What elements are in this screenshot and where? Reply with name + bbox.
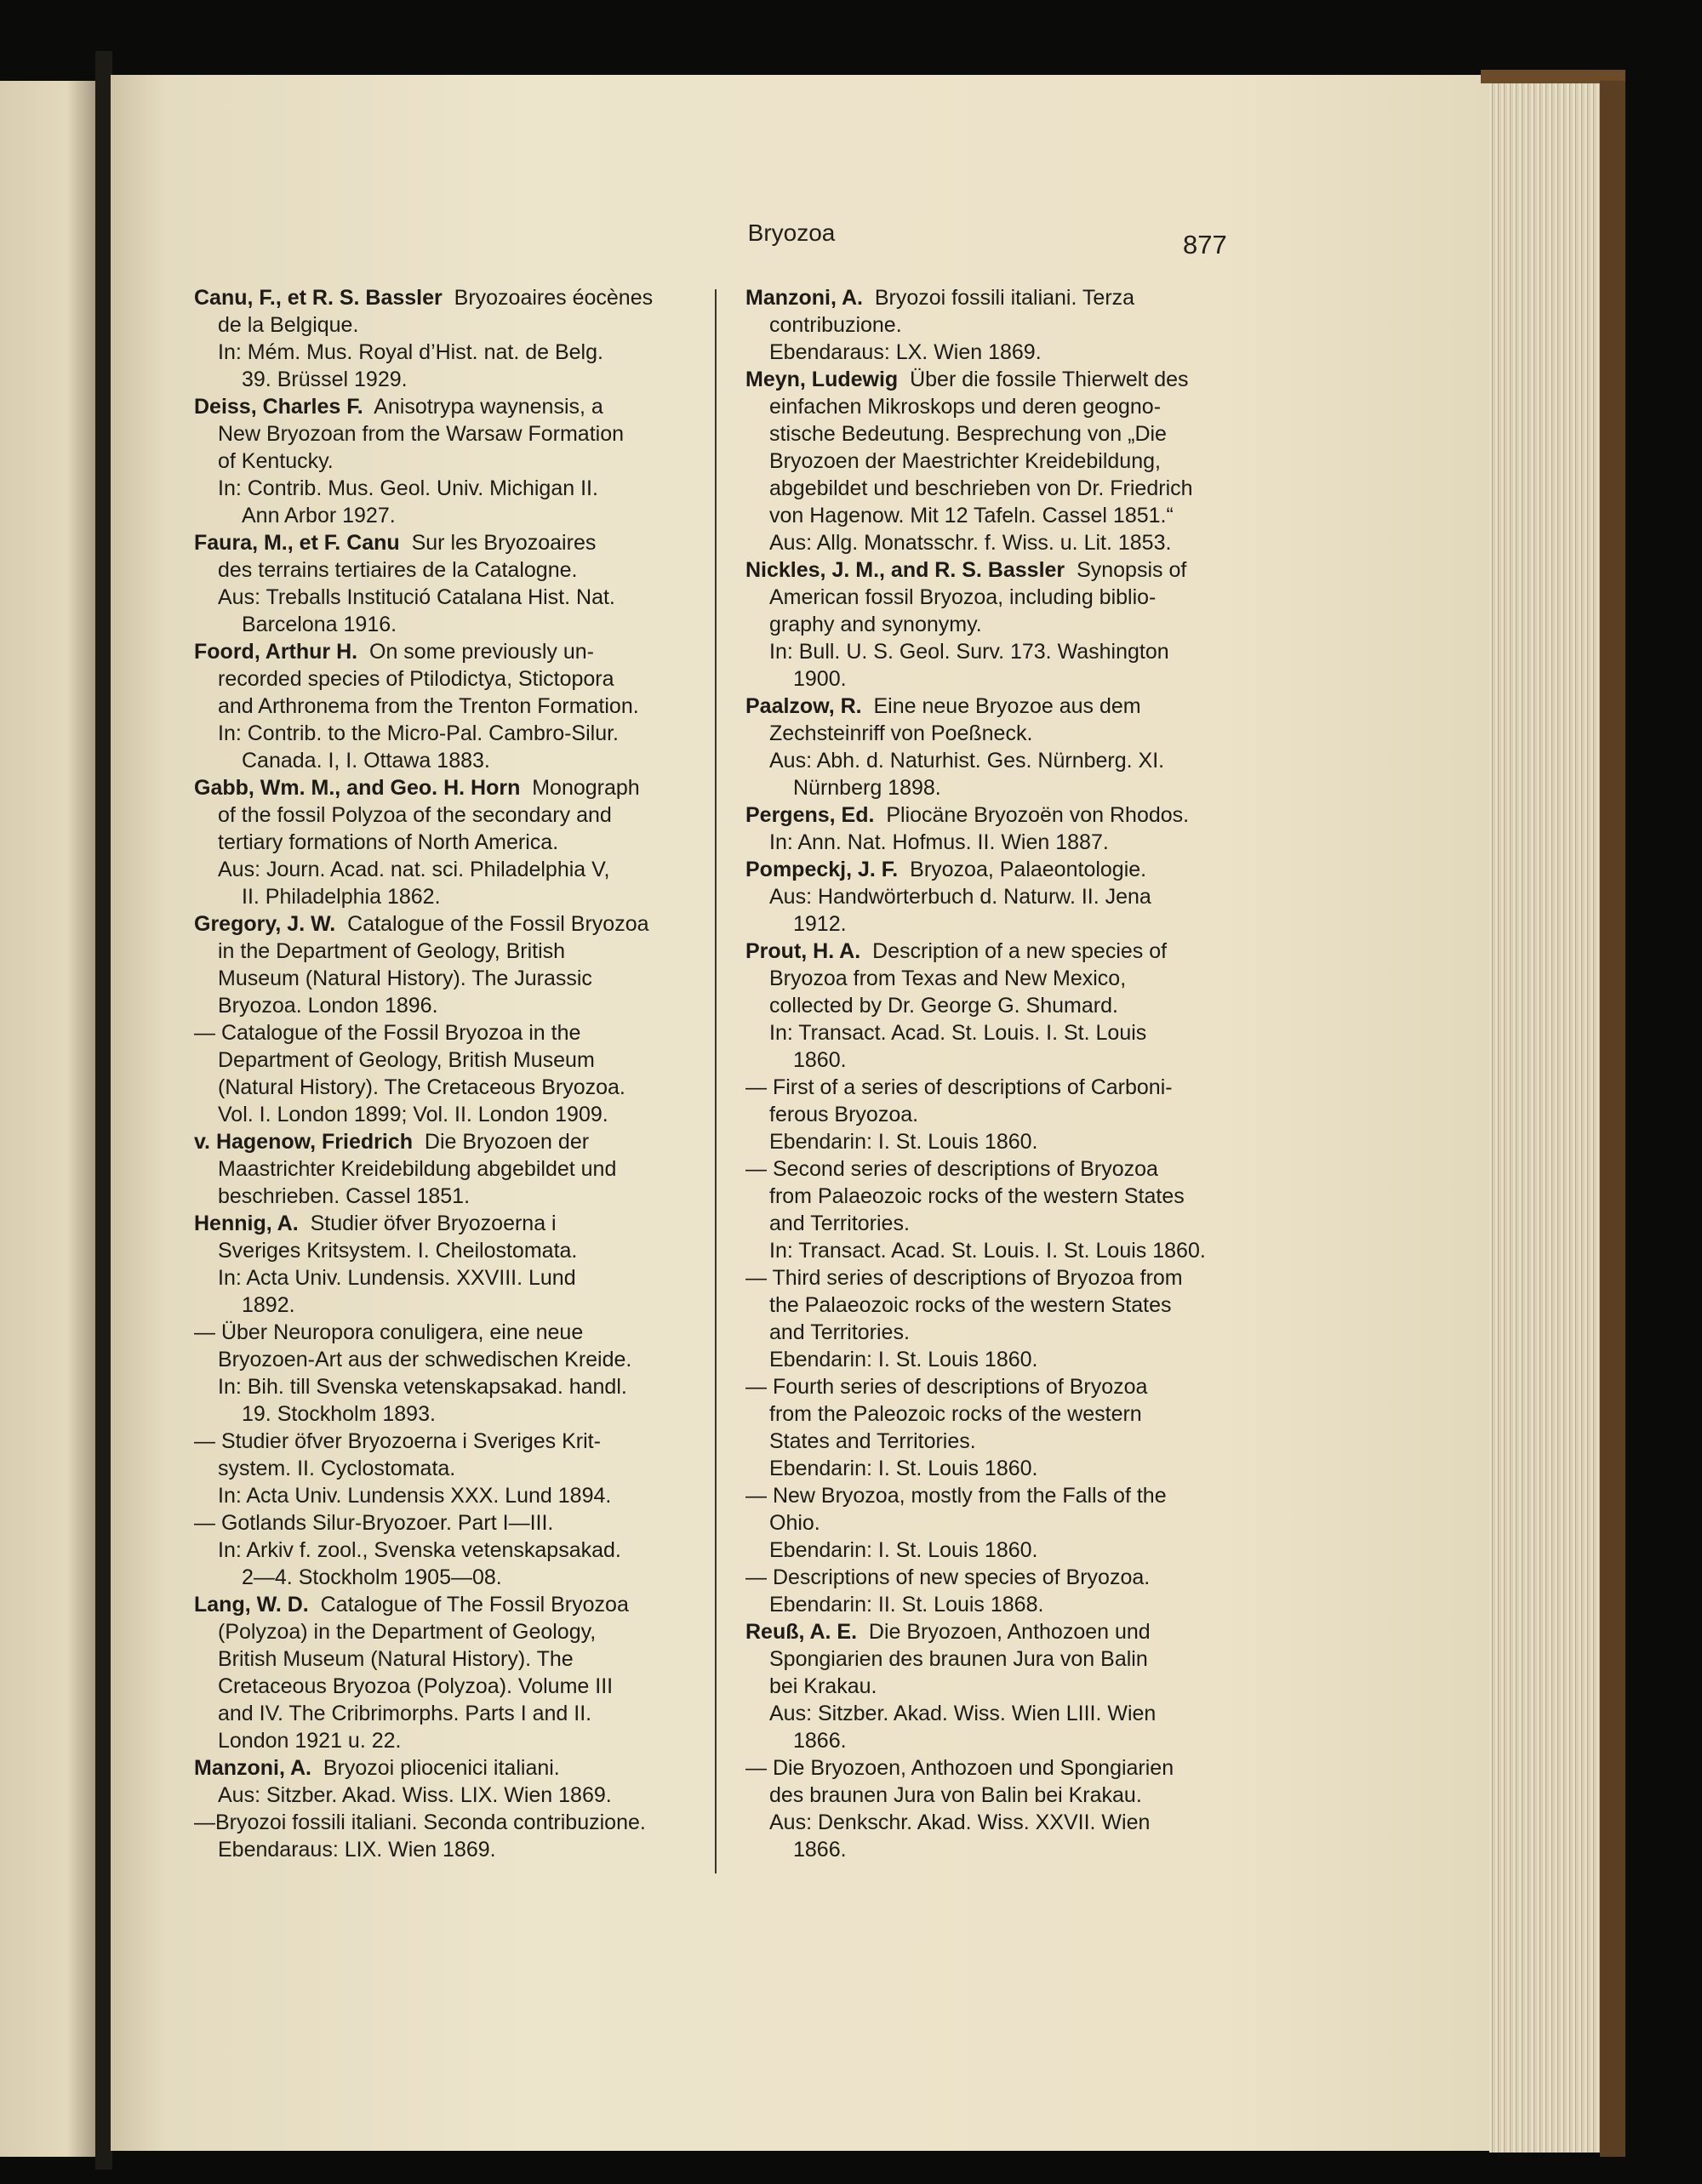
bibliography-text-line: [194, 1482, 705, 1509]
entry-text: from the Paleozoic rocks of the western: [769, 1402, 1142, 1426]
entry-text: Aus: Allg. Monatsschr. f. Wiss. u. Lit. 1853.: [769, 531, 1172, 555]
entry-author: Reuß, A. E.: [745, 1620, 858, 1644]
bibliography-text-line: [745, 829, 1256, 856]
bibliography-text-line: [745, 448, 1256, 475]
bibliography-text-line: [194, 1019, 705, 1046]
entry-text: In: Acta Univ. Lundensis XXX. Lund 1894.: [218, 1484, 612, 1508]
bibliography-entry-line: [194, 638, 705, 665]
bibliography-text-line: [745, 883, 1256, 910]
entry-text: from Palaeozoic rocks of the western States: [769, 1184, 1185, 1208]
bibliography-text-line: [194, 1645, 705, 1673]
entry-text: Anisotrypa waynensis, a: [363, 395, 603, 419]
bibliography-text-line: [745, 1019, 1256, 1046]
entry-text: Synopsis of: [1065, 558, 1187, 582]
bibliography-text-line: [745, 1128, 1256, 1155]
entry-text: 1912.: [793, 912, 847, 936]
entry-text: beschrieben. Cassel 1851.: [218, 1184, 471, 1208]
bibliography-text-line: [745, 1754, 1256, 1782]
entry-text: — First of a series of descriptions of Carboni-: [745, 1075, 1173, 1099]
page-number: 877: [1183, 230, 1227, 259]
bibliography-text-line: [194, 693, 705, 720]
bibliography-text-line: [194, 584, 705, 611]
bibliography-text-line: [745, 1564, 1256, 1591]
bibliography-text-line: [194, 502, 705, 529]
entry-text: — Descriptions of new species of Bryozoa.: [745, 1565, 1151, 1589]
bibliography-text-line: [194, 1673, 705, 1700]
bibliography-text-line: [194, 1618, 705, 1645]
bibliography-entry-line: [745, 284, 1256, 311]
bibliography-text-line: [745, 1673, 1256, 1700]
entry-text: Sur les Bryozoaires: [399, 531, 597, 555]
bibliography-text-line: [745, 1809, 1256, 1836]
entry-text: Bryozoi fossili italiani. Terza: [862, 286, 1135, 310]
entry-text: —Bryozoi fossili italiani. Seconda contribuzione.: [194, 1810, 646, 1834]
bibliography-text-line: [745, 774, 1256, 801]
entry-text: Ebendarin: I. St. Louis 1860.: [769, 1130, 1038, 1154]
bibliography-entry-line: [194, 1128, 705, 1155]
entry-text: 1892.: [242, 1293, 295, 1317]
bibliography-text-line: [194, 992, 705, 1019]
entry-text: Bryozoen der Maestrichter Kreidebildung,: [769, 449, 1161, 473]
entry-text: Department of Geology, British Museum: [218, 1048, 595, 1072]
entry-text: Die Bryozoen, Anthozoen und: [857, 1620, 1151, 1644]
bibliography-text-line: [745, 1700, 1256, 1727]
bibliography-text-line: [745, 1346, 1256, 1373]
entry-text: — Fourth series of descriptions of Bryozoa: [745, 1375, 1148, 1399]
entry-author: Pompeckj, J. F.: [745, 858, 899, 881]
entry-text: In: Contrib. to the Micro-Pal. Cambro-Silur.: [218, 721, 619, 745]
entry-text: Canada. I, I. Ottawa 1883.: [242, 749, 490, 773]
bibliography-text-line: [745, 1046, 1256, 1074]
entry-text: in the Department of Geology, British: [218, 939, 566, 963]
running-head: Bryozoa: [747, 220, 836, 246]
bibliography-entry-line: [194, 1754, 705, 1782]
bibliography-entry-line: [194, 393, 705, 420]
bibliography-entry-line: [745, 856, 1256, 883]
entry-text: collected by Dr. George G. Shumard.: [769, 994, 1118, 1018]
entry-text: and Arthronema from the Trenton Formation.: [218, 694, 639, 718]
entry-text: New Bryozoan from the Warsaw Formation: [218, 422, 625, 446]
bibliography-text-line: [745, 1074, 1256, 1101]
entry-author: Pergens, Ed.: [745, 803, 875, 827]
bibliography-text-line: [745, 1727, 1256, 1754]
bibliography-text-line: [745, 1509, 1256, 1537]
entry-text: (Natural History). The Cretaceous Bryozoa.: [218, 1075, 625, 1099]
bibliography-text-line: [194, 1101, 705, 1128]
entry-text: Bryozoaires éocènes: [442, 286, 654, 310]
bibliography-entry-line: [745, 1618, 1256, 1645]
entry-author: Gregory, J. W.: [194, 912, 336, 936]
entry-text: 2—4. Stockholm 1905—08.: [242, 1565, 502, 1589]
entry-author: Hennig, A.: [194, 1212, 299, 1235]
bibliography-text-line: [194, 556, 705, 584]
entry-text: 39. Brüssel 1929.: [242, 368, 408, 391]
bibliography-entry-line: [745, 693, 1256, 720]
entry-text: II. Philadelphia 1862.: [242, 885, 441, 909]
bibliography-text-line: [194, 829, 705, 856]
bibliography-text-line: [194, 1155, 705, 1183]
bibliography-text-line: [194, 1074, 705, 1101]
bibliography-text-line: [745, 1237, 1256, 1264]
bibliography-text-line: [745, 339, 1256, 366]
bibliography-text-line: [194, 665, 705, 693]
bibliography-text-line: [194, 747, 705, 774]
entry-text: — Second series of descriptions of Bryozoa: [745, 1157, 1158, 1181]
entry-text: — Catalogue of the Fossil Bryozoa in the: [194, 1021, 581, 1045]
entry-text: Bryozoi pliocenici italiani.: [311, 1756, 560, 1780]
bibliography-text-line: [745, 1455, 1256, 1482]
right-column: [745, 284, 1256, 1863]
entry-text: einfachen Mikroskops und deren geogno-: [769, 395, 1162, 419]
entry-text: tertiary formations of North America.: [218, 830, 559, 854]
bibliography-text-line: [194, 1046, 705, 1074]
entry-author: Faura, M., et F. Canu: [194, 531, 400, 555]
entry-text: In: Mém. Mus. Royal d’Hist. nat. de Belg.: [218, 340, 603, 364]
entry-text: Aus: Sitzber. Akad. Wiss. LIX. Wien 1869.: [218, 1783, 612, 1807]
bibliography-entry-line: [194, 284, 705, 311]
bibliography-text-line: [194, 1264, 705, 1292]
bibliography-entry-line: [745, 801, 1256, 829]
entry-text: Ohio.: [769, 1511, 820, 1535]
entry-text: In: Bih. till Svenska vetenskapsakad. handl.: [218, 1375, 627, 1399]
entry-text: — Studier öfver Bryozoerna i Sveriges Krit-: [194, 1429, 601, 1453]
entry-text: Pliocäne Bryozoën von Rhodos.: [874, 803, 1190, 827]
bibliography-text-line: [194, 1700, 705, 1727]
bibliography-text-line: [745, 965, 1256, 992]
bibliography-text-line: [745, 584, 1256, 611]
bibliography-text-line: [194, 475, 705, 502]
entry-text: Ebendaraus: LX. Wien 1869.: [769, 340, 1042, 364]
bibliography-text-line: [745, 1292, 1256, 1319]
entry-text: Über die fossile Thierwelt des: [898, 368, 1189, 391]
entry-text: Aus: Abh. d. Naturhist. Ges. Nürnberg. XI.: [769, 749, 1165, 773]
bibliography-text-line: [745, 1210, 1256, 1237]
entry-text: — Über Neuropora conuligera, eine neue: [194, 1320, 584, 1344]
bibliography-entry-line: [194, 1591, 705, 1618]
entry-author: Gabb, Wm. M., and Geo. H. Horn: [194, 776, 521, 800]
entry-author: Canu, F., et R. S. Bassler: [194, 286, 443, 310]
bibliography-text-line: [745, 1645, 1256, 1673]
entry-text: Eine neue Bryozoe aus dem: [861, 694, 1141, 718]
bibliography-entry-line: [745, 938, 1256, 965]
entry-text: Aus: Treballs Institució Catalana Hist. Nat.: [218, 585, 615, 609]
entry-text: American fossil Bryozoa, including biblio-: [769, 585, 1157, 609]
bibliography-text-line: [194, 1319, 705, 1346]
entry-text: Vol. I. London 1899; Vol. II. London 1909.: [218, 1103, 608, 1126]
bibliography-text-line: [194, 1782, 705, 1809]
entry-text: In: Bull. U. S. Geol. Surv. 173. Washington: [769, 640, 1169, 664]
entry-text: Bryozoa from Texas and New Mexico,: [769, 967, 1127, 990]
entry-text: and Territories.: [769, 1212, 910, 1235]
bibliography-text-line: [745, 1155, 1256, 1183]
bibliography-entry-line: [194, 910, 705, 938]
entry-text: 1900.: [793, 667, 847, 691]
entry-text: Die Bryozoen der: [413, 1130, 590, 1154]
entry-text: Zechsteinriff von Poeßneck.: [769, 721, 1033, 745]
column-divider: [715, 289, 717, 1873]
bibliography-text-line: [745, 1101, 1256, 1128]
entry-text: Bryozoen-Art aus der schwedischen Kreide.: [218, 1348, 632, 1371]
entry-text: Bryozoa, Palaeontologie.: [898, 858, 1147, 881]
bibliography-text-line: [194, 856, 705, 883]
entry-text: — Gotlands Silur-Bryozoer. Part I—III.: [194, 1511, 554, 1535]
entry-text: Monograph: [520, 776, 640, 800]
bibliography-text-line: [745, 747, 1256, 774]
bibliography-text-line: [194, 938, 705, 965]
bibliography-text-line: [745, 1400, 1256, 1428]
entry-text: Aus: Handwörterbuch d. Naturw. II. Jena: [769, 885, 1151, 909]
bibliography-text-line: [194, 311, 705, 339]
entry-text: Ebendarin: I. St. Louis 1860.: [769, 1538, 1038, 1562]
entry-text: system. II. Cyclostomata.: [218, 1457, 456, 1480]
bibliography-text-line: [745, 529, 1256, 556]
entry-text: On some previously un-: [357, 640, 595, 664]
entry-text: von Hagenow. Mit 12 Tafeln. Cassel 1851.“: [769, 504, 1174, 527]
entry-author: Nickles, J. M., and R. S. Bassler: [745, 558, 1065, 582]
entry-text: In: Transact. Acad. St. Louis. I. St. Louis: [769, 1021, 1147, 1045]
entry-text: ferous Bryozoa.: [769, 1103, 919, 1126]
entry-author: Prout, H. A.: [745, 939, 861, 963]
book-cover-right: [1600, 81, 1625, 2157]
bibliography-entry-line: [194, 774, 705, 801]
entry-text: In: Acta Univ. Lundensis. XXVIII. Lund: [218, 1266, 576, 1290]
bibliography-text-line: [194, 1237, 705, 1264]
bibliography-text-line: [194, 611, 705, 638]
bibliography-text-line: [745, 665, 1256, 693]
bibliography-text-line: [194, 801, 705, 829]
bibliography-text-line: [745, 1782, 1256, 1809]
entry-text: of the fossil Polyzoa of the secondary and: [218, 803, 612, 827]
entry-text: Aus: Sitzber. Akad. Wiss. Wien LIII. Wien: [769, 1702, 1157, 1725]
bibliography-text-line: [745, 1836, 1256, 1863]
entry-text: bei Krakau.: [769, 1674, 877, 1698]
bibliography-text-line: [745, 311, 1256, 339]
entry-text: and IV. The Cribrimorphs. Parts I and II.: [218, 1702, 592, 1725]
entry-text: Catalogue of The Fossil Bryozoa: [308, 1593, 629, 1617]
entry-text: Ebendarin: I. St. Louis 1860.: [769, 1457, 1038, 1480]
entry-author: Manzoni, A.: [194, 1756, 311, 1780]
entry-text: — New Bryozoa, mostly from the Falls of the: [745, 1484, 1167, 1508]
entry-text: recorded species of Ptilodictya, Stictopora: [218, 667, 614, 691]
entry-text: In: Arkiv f. zool., Svenska vetenskapsakad.: [218, 1538, 621, 1562]
entry-author: Meyn, Ludewig: [745, 368, 899, 391]
bibliography-text-line: [194, 1809, 705, 1836]
entry-author: v. Hagenow, Friedrich: [194, 1130, 413, 1154]
bibliography-text-line: [194, 1183, 705, 1210]
bibliography-text-line: [194, 1400, 705, 1428]
bibliography-text-line: [745, 475, 1256, 502]
page-block-edges: [1489, 81, 1617, 2153]
bibliography-text-line: [745, 1591, 1256, 1618]
bibliography-text-line: [745, 1482, 1256, 1509]
entry-text: In: Ann. Nat. Hofmus. II. Wien 1887.: [769, 830, 1109, 854]
bibliography-text-line: [745, 611, 1256, 638]
entry-text: Ebendaraus: LIX. Wien 1869.: [218, 1838, 496, 1862]
bibliography-text-line: [194, 1727, 705, 1754]
entry-text: de la Belgique.: [218, 313, 359, 337]
bibliography-text-line: [194, 366, 705, 393]
entry-text: Studier öfver Bryozoerna i: [298, 1212, 557, 1235]
bibliography-text-line: [745, 1373, 1256, 1400]
bibliography-text-line: [194, 1346, 705, 1373]
bibliography-text-line: [745, 992, 1256, 1019]
entry-text: Sveriges Kritsystem. I. Cheilostomata.: [218, 1239, 578, 1263]
entry-text: Spongiarien des braunen Jura von Balin: [769, 1647, 1148, 1671]
bibliography-text-line: [745, 638, 1256, 665]
entry-text: Ebendarin: II. St. Louis 1868.: [769, 1593, 1044, 1617]
bibliography-text-line: [745, 1319, 1256, 1346]
bibliography-text-line: [194, 1455, 705, 1482]
bibliography-text-line: [194, 965, 705, 992]
entry-text: Barcelona 1916.: [242, 613, 397, 636]
entry-text: Catalogue of the Fossil Bryozoa: [335, 912, 649, 936]
entry-text: Aus: Denkschr. Akad. Wiss. XXVII. Wien: [769, 1810, 1151, 1834]
bibliography-text-line: [745, 393, 1256, 420]
bibliography-entry-line: [745, 366, 1256, 393]
entry-author: Manzoni, A.: [745, 286, 863, 310]
previous-page-edge: [0, 81, 95, 2157]
bibliography-text-line: [194, 420, 705, 448]
entry-text: Aus: Journ. Acad. nat. sci. Philadelphia V,: [218, 858, 610, 881]
entry-text: Description of a new species of: [860, 939, 1168, 963]
entry-text: 1866.: [793, 1838, 847, 1862]
entry-text: — Die Bryozoen, Anthozoen und Spongiarien: [745, 1756, 1174, 1780]
left-column: [194, 284, 705, 1863]
entry-text: the Palaeozoic rocks of the western States: [769, 1293, 1172, 1317]
entry-text: Ebendarin: I. St. Louis 1860.: [769, 1348, 1038, 1371]
entry-text: London 1921 u. 22.: [218, 1729, 402, 1753]
entry-text: Maastrichter Kreidebildung abgebildet und: [218, 1157, 617, 1181]
entry-text: Ann Arbor 1927.: [242, 504, 396, 527]
bibliography-entry-line: [194, 1210, 705, 1237]
entry-text: Museum (Natural History). The Jurassic: [218, 967, 592, 990]
bibliography-text-line: [194, 1509, 705, 1537]
entry-text: des braunen Jura von Balin bei Krakau.: [769, 1783, 1142, 1807]
entry-author: Foord, Arthur H.: [194, 640, 358, 664]
entry-text: 19. Stockholm 1893.: [242, 1402, 436, 1426]
bibliography-text-line: [745, 910, 1256, 938]
bibliography-text-line: [194, 1373, 705, 1400]
bibliography-text-line: [194, 1836, 705, 1863]
bibliography-text-line: [194, 448, 705, 475]
bibliography-text-line: [745, 1264, 1256, 1292]
entry-text: abgebildet und beschrieben von Dr. Friedrich: [769, 476, 1193, 500]
bibliography-entry-line: [745, 556, 1256, 584]
bibliography-text-line: [194, 1428, 705, 1455]
entry-text: des terrains tertiaires de la Catalogne.: [218, 558, 578, 582]
entry-author: Lang, W. D.: [194, 1593, 309, 1617]
bibliography-text-line: [745, 1428, 1256, 1455]
bibliography-text-line: [745, 1183, 1256, 1210]
bibliography-text-line: [745, 502, 1256, 529]
entry-text: — Third series of descriptions of Bryozoa from: [745, 1266, 1183, 1290]
book-gutter: [95, 51, 112, 2170]
entry-author: Paalzow, R.: [745, 694, 862, 718]
bibliography-text-line: [745, 420, 1256, 448]
entry-text: 1866.: [793, 1729, 847, 1753]
entry-text: Nürnberg 1898.: [793, 776, 941, 800]
entry-text: graphy and synonymy.: [769, 613, 982, 636]
entry-text: Bryozoa. London 1896.: [218, 994, 438, 1018]
entry-text: stische Bedeutung. Besprechung von „Die: [769, 422, 1167, 446]
entry-text: 1860.: [793, 1048, 847, 1072]
bibliography-text-line: [194, 339, 705, 366]
entry-text: In: Transact. Acad. St. Louis. I. St. Louis 1860.: [769, 1239, 1206, 1263]
bibliography-text-line: [194, 883, 705, 910]
entry-text: of Kentucky.: [218, 449, 334, 473]
bibliography-text-line: [745, 1537, 1256, 1564]
entry-text: British Museum (Natural History). The: [218, 1647, 574, 1671]
entry-text: contribuzione.: [769, 313, 902, 337]
entry-text: (Polyzoa) in the Department of Geology,: [218, 1620, 597, 1644]
bibliography-text-line: [745, 720, 1256, 747]
entry-text: States and Territories.: [769, 1429, 976, 1453]
bibliography-text-line: [194, 1537, 705, 1564]
entry-text: and Territories.: [769, 1320, 910, 1344]
entry-text: Cretaceous Bryozoa (Polyzoa). Volume III: [218, 1674, 614, 1698]
entry-author: Deiss, Charles F.: [194, 395, 363, 419]
entry-text: In: Contrib. Mus. Geol. Univ. Michigan II.: [218, 476, 598, 500]
bibliography-text-line: [194, 720, 705, 747]
bibliography-entry-line: [194, 529, 705, 556]
bibliography-text-line: [194, 1292, 705, 1319]
bibliography-text-line: [194, 1564, 705, 1591]
